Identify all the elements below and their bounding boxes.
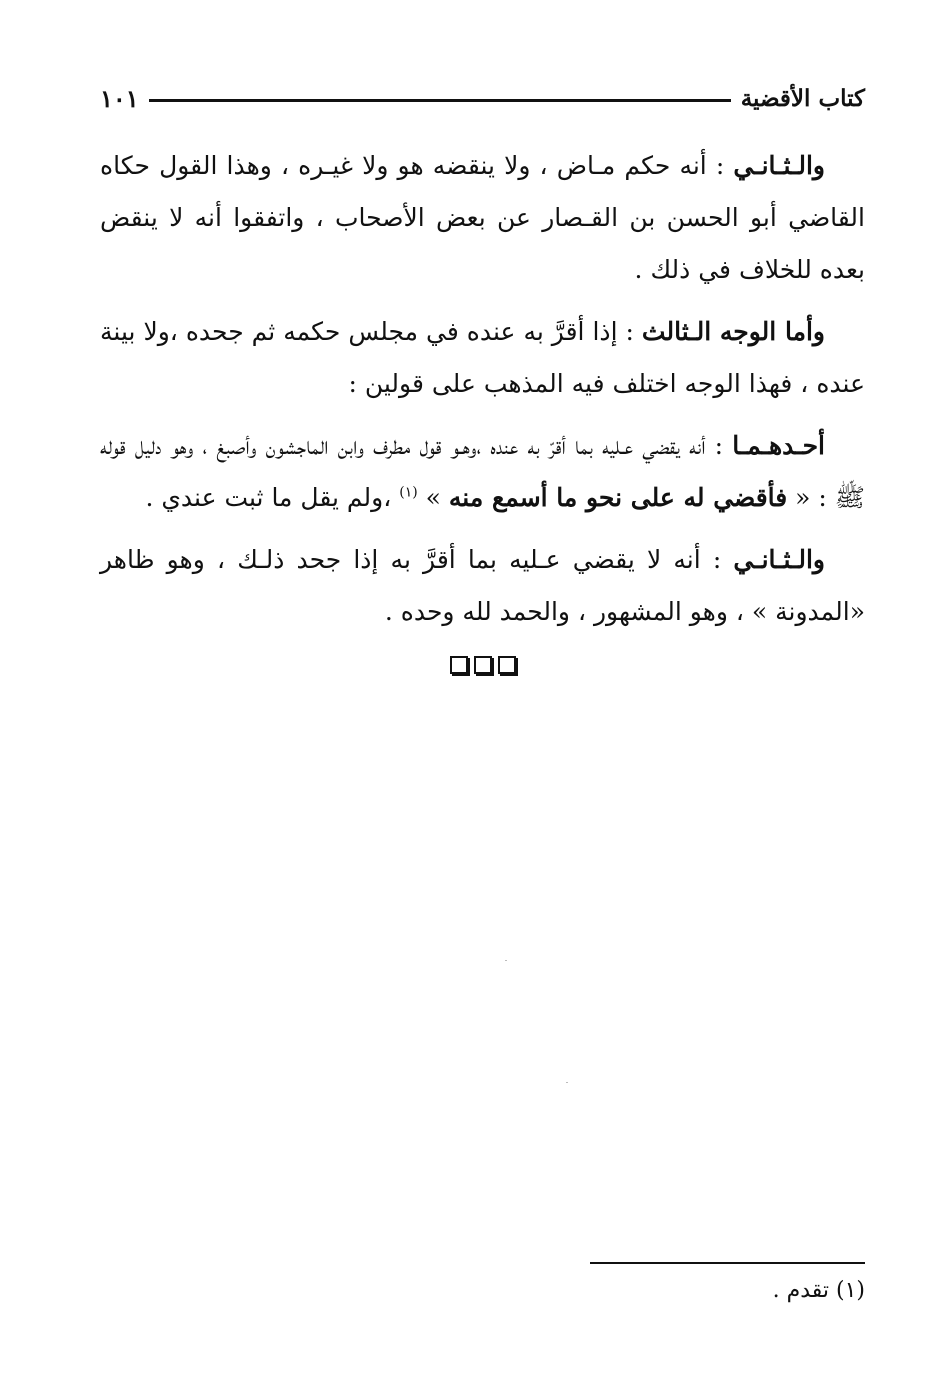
paragraph-text: : أنه حكم مـاض ، ولا ينقضه هو ولا غيـره ، وهذا القول حكاه القاضي أبو الحسن بن القـصار عن بعض الأصحاب ، واتفقوا أنه لا ينقض بعده للخلاف في ذلك . — [100, 151, 865, 284]
paragraph-lead: والـثـانـي — [733, 545, 825, 574]
footnote-marker[interactable]: (١) — [399, 484, 418, 501]
ornament-square-icon — [498, 656, 516, 674]
book-title: كتاب الأقضية — [740, 84, 865, 112]
hadith-quote: فأقضي له على نحو ما أسمع منه — [448, 483, 788, 512]
paragraph-lead: أحـدهـمـا — [732, 431, 825, 460]
paragraph — [100, 534, 865, 638]
ornament-square-icon — [450, 656, 468, 674]
header-rule — [149, 99, 731, 102]
quote-close: » — [425, 483, 449, 512]
paragraph-text: : أنه يقضي عـليه بما أقرّ به عنده ،وهـو قول مطرف وابن الماجشون وأصبغ ، وهو دليل قوله ﷺ : « — [100, 431, 865, 512]
page-number: ١٠١ — [100, 83, 139, 113]
paragraph-text: : إذا أقرَّ به عنده في مجلس حكمه ثم جحده ،ولا بينة عنده ، فهذا الوجه اختلف فيه المذهب على قولين : — [100, 317, 865, 398]
section-end-ornament — [100, 656, 865, 679]
ornament-square-icon — [474, 656, 492, 674]
footnote-area — [100, 1262, 865, 1303]
paragraph-lead: وأما الوجه الـثالث — [641, 317, 825, 346]
page — [100, 78, 865, 679]
paragraph — [100, 140, 865, 296]
footnote-rule — [590, 1262, 865, 1264]
paragraph-lead: والـثـانـي — [733, 151, 825, 180]
footnote: (١) تقدم . — [772, 1278, 865, 1303]
paragraph-text: : أنه لا يقضي عـليه بما أقرَّ به إذا جحد ذلـك ، وهو ظاهر «المدونة » ، وهو المشهور ، والحمد لله وحده . — [100, 545, 865, 626]
paragraph — [100, 306, 865, 410]
body-text — [100, 140, 865, 638]
paragraph-tail: ،ولم يقل ما ثبت عندي . — [145, 483, 400, 512]
print-speck — [505, 960, 507, 961]
paragraph — [100, 420, 865, 524]
print-speck — [566, 1082, 568, 1083]
running-header — [100, 78, 865, 118]
